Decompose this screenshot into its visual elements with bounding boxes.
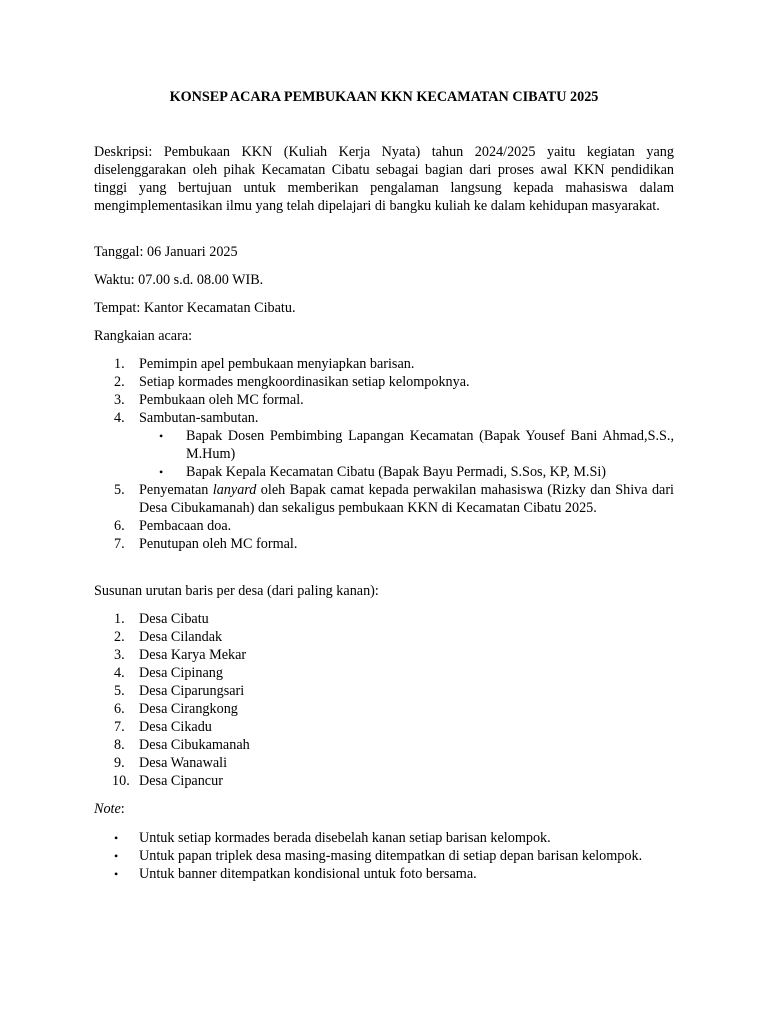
village-item bbox=[94, 718, 674, 736]
village-number: 4. bbox=[114, 665, 125, 681]
agenda-number: 7. bbox=[114, 536, 125, 552]
bullet-icon: • bbox=[159, 465, 164, 479]
village-item bbox=[94, 754, 674, 772]
agenda-number: 6. bbox=[114, 518, 125, 534]
speech-item bbox=[139, 463, 674, 481]
agenda-item bbox=[94, 535, 674, 553]
date-line: Tanggal: 06 Januari 2025 bbox=[94, 244, 238, 260]
note-item bbox=[94, 847, 674, 865]
order-heading: Susunan urutan baris per desa (dari paling kanan): bbox=[94, 583, 379, 599]
village-item bbox=[94, 682, 674, 700]
agenda-item bbox=[94, 517, 674, 535]
agenda-number: 1. bbox=[114, 356, 125, 372]
speech-text: Bapak Dosen Pembimbing Lapangan Kecamatan (Bapak Yousef Bani Ahmad,S.S., M.Hum) bbox=[186, 428, 674, 462]
village-number: 3. bbox=[114, 647, 125, 663]
agenda-number: 2. bbox=[114, 374, 125, 390]
speech-text: Bapak Kepala Kecamatan Cibatu (Bapak Bayu Permadi, S.Sos, KP, M.Si) bbox=[186, 464, 607, 480]
note-text: Untuk banner ditempatkan kondisional untuk foto bersama. bbox=[139, 866, 477, 882]
village-item bbox=[94, 700, 674, 718]
agenda-text: Setiap kormades mengkoordinasikan setiap kelompoknya. bbox=[139, 374, 470, 390]
agenda-list bbox=[94, 355, 674, 553]
agenda-text-after: oleh Bapak camat kepada perwakilan mahasiswa (Rizky dan Shiva dari Desa Cibukamanah) dan sekaligus pembukaan KKN di Kecamatan Cibatu 2025. bbox=[139, 482, 674, 516]
agenda-text: Pembacaan doa. bbox=[139, 518, 232, 534]
bullet-icon: • bbox=[114, 849, 119, 863]
notes-list bbox=[94, 829, 674, 883]
note-text: Untuk setiap kormades berada disebelah kanan setiap barisan kelompok. bbox=[139, 830, 551, 846]
agenda-item bbox=[94, 409, 674, 481]
description-paragraph: Deskripsi: Pembukaan KKN (Kuliah Kerja Nyata) tahun 2024/2025 yaitu kegiatan yang diselenggarakan oleh pihak Kecamatan Cibatu sebagai bagian dari proses awal KKN pendidikan tinggi yang bertujuan untuk memberikan pengalaman langsung kepada mahasiswa dalam mengimplementasikan ilmu yang telah dipelajari di bangku kuliah ke dalam kehidupan masyarakat. bbox=[94, 144, 674, 214]
village-item bbox=[94, 772, 674, 790]
village-number: 7. bbox=[114, 719, 125, 735]
village-number: 9. bbox=[114, 755, 125, 771]
agenda-number: 5. bbox=[114, 482, 125, 498]
village-number: 2. bbox=[114, 629, 125, 645]
village-name: Desa Cikadu bbox=[139, 719, 212, 735]
note-heading bbox=[94, 800, 674, 818]
agenda-text: Sambutan-sambutan. bbox=[139, 410, 259, 426]
place-line: Tempat: Kantor Kecamatan Cibatu. bbox=[94, 300, 296, 316]
agenda-item bbox=[94, 391, 674, 409]
speech-item bbox=[139, 427, 674, 463]
village-item bbox=[94, 664, 674, 682]
note-text: Untuk papan triplek desa masing-masing ditempatkan di setiap depan barisan kelompok. bbox=[139, 848, 643, 864]
agenda-item bbox=[94, 373, 674, 391]
bullet-icon: • bbox=[114, 831, 119, 845]
village-name: Desa Wanawali bbox=[139, 755, 228, 771]
village-name: Desa Cipinang bbox=[139, 665, 223, 681]
village-item bbox=[94, 628, 674, 646]
village-list bbox=[94, 610, 674, 790]
village-number: 8. bbox=[114, 737, 125, 753]
agenda-text-before: Penyematan bbox=[139, 482, 213, 498]
village-item bbox=[94, 646, 674, 664]
agenda-number: 4. bbox=[114, 410, 125, 426]
speeches-list bbox=[139, 427, 674, 481]
agenda-heading: Rangkaian acara: bbox=[94, 328, 193, 344]
village-number: 10. bbox=[112, 773, 130, 789]
note-label: Note bbox=[94, 801, 121, 817]
village-number: 5. bbox=[114, 683, 125, 699]
agenda-item bbox=[94, 355, 674, 373]
time-line: Waktu: 07.00 s.d. 08.00 WIB. bbox=[94, 272, 264, 288]
agenda-item bbox=[94, 481, 674, 517]
village-name: Desa Ciparungsari bbox=[139, 683, 245, 699]
note-colon: : bbox=[120, 801, 125, 817]
bullet-icon: • bbox=[114, 867, 119, 881]
village-name: Desa Cilandak bbox=[139, 629, 223, 645]
agenda-text-italic: lanyard bbox=[212, 482, 257, 498]
agenda-text: Penutupan oleh MC formal. bbox=[139, 536, 298, 552]
agenda-number: 3. bbox=[114, 392, 125, 408]
village-item bbox=[94, 736, 674, 754]
village-name: Desa Cibatu bbox=[139, 611, 209, 627]
bullet-icon: • bbox=[159, 429, 164, 443]
village-name: Desa Cibukamanah bbox=[139, 737, 250, 753]
agenda-text: Pembukaan oleh MC formal. bbox=[139, 392, 304, 408]
village-item bbox=[94, 610, 674, 628]
village-number: 1. bbox=[114, 611, 125, 627]
note-item bbox=[94, 865, 674, 883]
note-item bbox=[94, 829, 674, 847]
village-name: Desa Cirangkong bbox=[139, 701, 238, 717]
agenda-text: Pemimpin apel pembukaan menyiapkan barisan. bbox=[139, 356, 415, 372]
document-title: KONSEP ACARA PEMBUKAAN KKN KECAMATAN CIBATU 2025 bbox=[169, 89, 599, 105]
village-name: Desa Cipancur bbox=[139, 773, 223, 789]
village-number: 6. bbox=[114, 701, 125, 717]
village-name: Desa Karya Mekar bbox=[139, 647, 247, 663]
